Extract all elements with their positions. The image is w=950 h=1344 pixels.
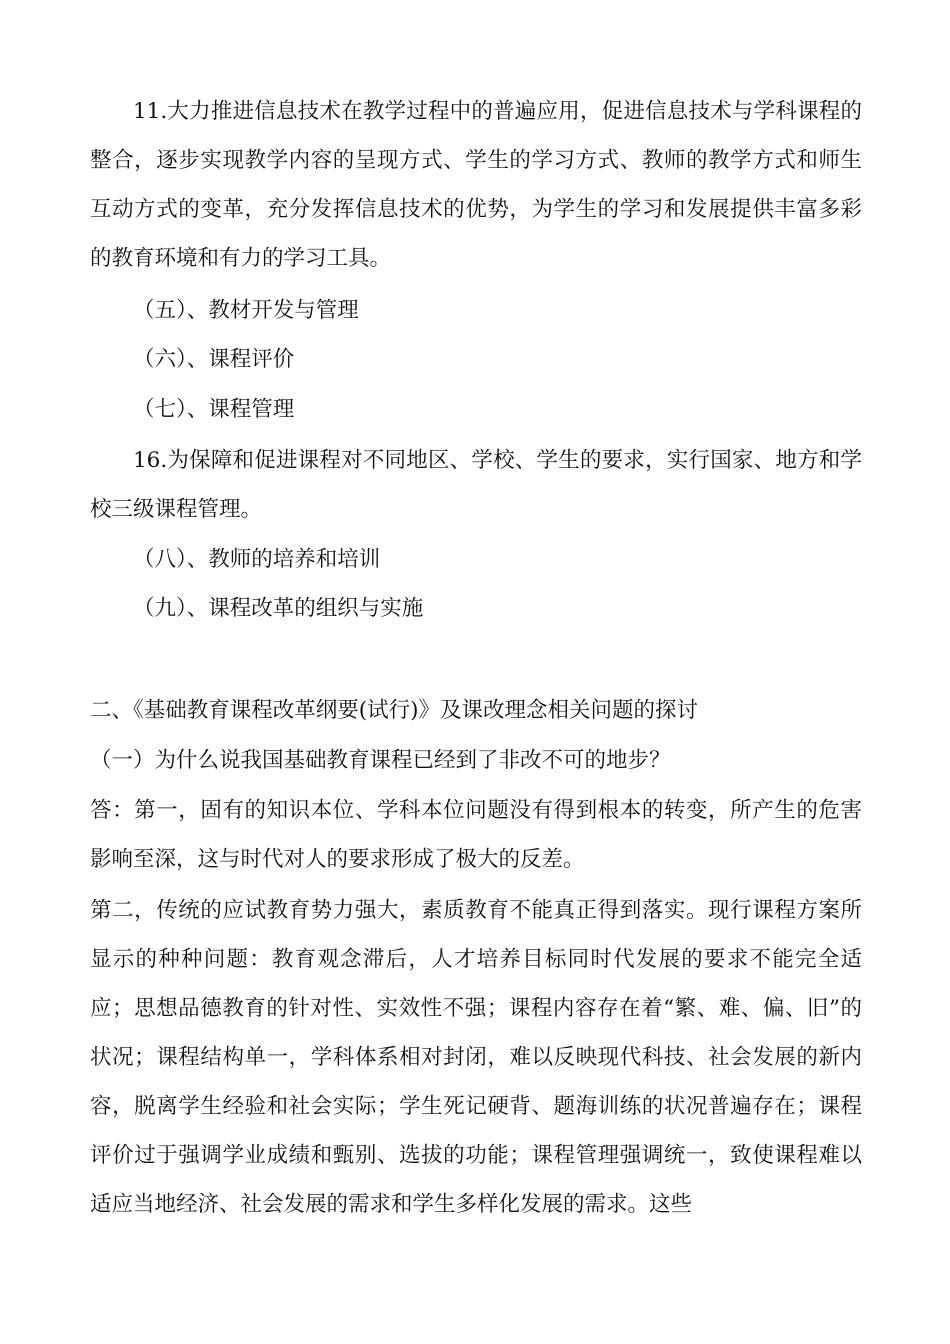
- answer-second-paragraph: 第二，传统的应试教育势力强大，素质教育不能真正得到落实。现行课程方案所显示的种种问题：教育观念滞后，人才培养目标同时代发展的要求不能完全适应；思想品德教育的针对性、实效性不强；课程内容存在着“繁、难、偏、旧”的状况；课程结构单一，学科体系相对封闭，难以反映现代科技、社会发展的新内容，脱离学生经验和社会实际；学生死记硬背、题海训练的状况普遍存在；课程评价过于强调学业成绩和甄别、选拔的功能；课程管理强调统一，致使课程难以适应当地经济、社会发展的需求和学生多样化发展的需求。这些: [90, 898, 862, 1217]
- section-heading-two: 二、《基础教育课程改革纲要(试行)》及课改理念相关问题的探讨: [90, 698, 699, 723]
- heading-curriculum-management: （七）、课程管理: [133, 397, 295, 422]
- answer-first-paragraph: 答：第一，固有的知识本位、学科本位问题没有得到根本的转变，所产生的危害影响至深，这与时代对人的要求形成了极大的反差。: [90, 798, 862, 872]
- paragraph-item-16: 16.为保障和促进课程对不同地区、学校、学生的要求，实行国家、地方和学校三级课程管理。: [90, 448, 862, 522]
- heading-textbook-development: （五）、教材开发与管理: [133, 298, 359, 323]
- heading-reform-implementation: （九）、课程改革的组织与实施: [133, 596, 424, 621]
- heading-teacher-training: （八）、教师的培养和培训: [133, 547, 381, 572]
- paragraph-item-11: 11.大力推进信息技术在教学过程中的普遍应用，促进信息技术与学科课程的整合，逐步实现教学内容的呈现方式、学生的学习方式、教师的教学方式和师生互动方式的变革，充分发挥信息技术的优势，为学生的学习和发展提供丰富多彩的教育环境和有力的学习工具。: [90, 99, 862, 271]
- question-heading-one: （一）为什么说我国基础教育课程已经到了非改不可的地步？: [90, 748, 671, 773]
- heading-curriculum-evaluation: （六）、课程评价: [133, 347, 295, 372]
